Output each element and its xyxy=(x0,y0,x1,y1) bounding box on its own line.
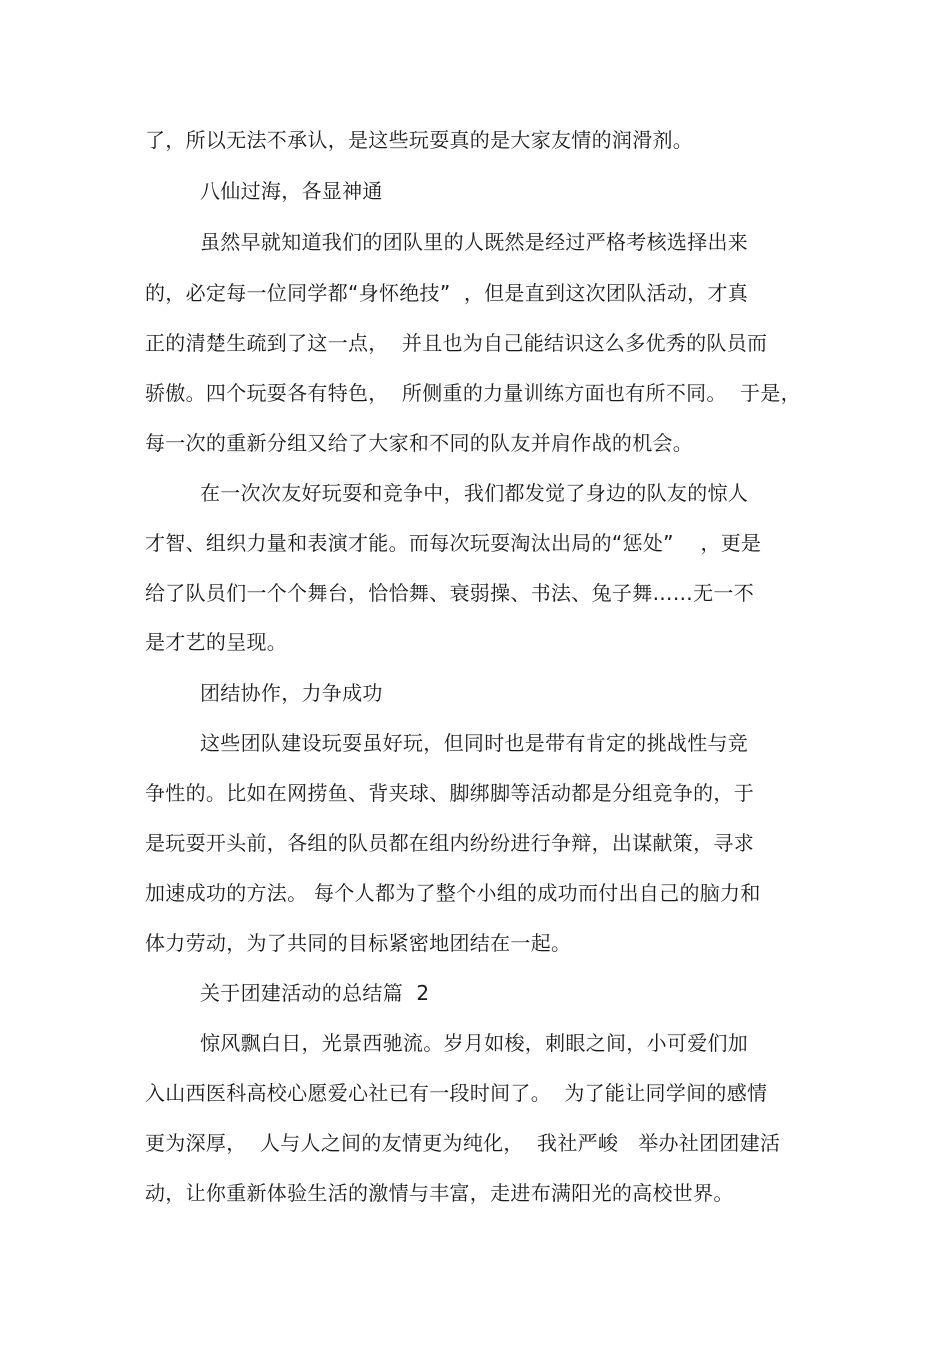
text-line: 惊风飘白日，光景西驰流。岁月如梭，刺眼之间，小可爱们加 xyxy=(200,1031,749,1055)
text-line: 虽然早就知道我们的团队里的人既然是经过严格考核选择出来 xyxy=(200,230,749,254)
text-line: 是玩耍开头前，各组的队员都在组内纷纷进行争辩，出谋献策，寻求 xyxy=(145,831,754,855)
text-line: 给了队员们一个个舞台，恰恰舞、衰弱操、书法、兔子舞……无一不 xyxy=(145,581,754,605)
text-line: 体力劳动，为了共同的目标紧密地团结在一起。 xyxy=(145,931,572,955)
section-heading: 八仙过海，各显神通 xyxy=(200,179,383,203)
text-line: 更为深厚， 人与人之间的友情更为纯化， 我社严峻 举办社团团建活 xyxy=(145,1131,781,1155)
text-line: 动，让你重新体验生活的激情与丰富，走进布满阳光的高校世界。 xyxy=(145,1181,734,1205)
text-line: 骄傲。四个玩耍各有特色， 所侧重的力量训练方面也有所不同。 于是， xyxy=(145,381,801,405)
text-line: 了，所以无法不承认，是这些玩耍真的是大家友情的润滑剂。 xyxy=(145,128,694,152)
text-line: 是才艺的呈现。 xyxy=(145,630,288,654)
text-line: 每一次的重新分组又给了大家和不同的队友并肩作战的机会。 xyxy=(145,431,694,455)
article-title: 关于团建活动的总结篇 2 xyxy=(200,981,430,1005)
text-line: 加速成功的方法。 每个人都为了整个小组的成功而付出自己的脑力和 xyxy=(145,881,761,905)
text-line: 这些团队建设玩耍虽好玩，但同时也是带有肯定的挑战性与竞 xyxy=(200,731,749,755)
text-line: 在一次次友好玩耍和竞争中，我们都发觉了身边的队友的惊人 xyxy=(200,481,749,505)
text-line: 正的清楚生疏到了这一点， 并且也为自己能结识这么多优秀的队员而 xyxy=(145,331,768,355)
text-line: 才智、组织力量和表演才能。而每次玩耍淘汰出局的“惩处” ，更是 xyxy=(145,531,762,555)
text-line: 争性的。比如在网捞鱼、背夹球、脚绑脚等活动都是分组竞争的，于 xyxy=(145,781,754,805)
section-heading: 团结协作，力争成功 xyxy=(200,681,383,705)
text-line: 的，必定每一位同学都“身怀绝技” ，但是直到这次团队活动，才真 xyxy=(145,281,749,305)
text-line: 入山西医科高校心愿爱心社已有一段时间了。 为了能让同学间的感情 xyxy=(145,1081,768,1105)
